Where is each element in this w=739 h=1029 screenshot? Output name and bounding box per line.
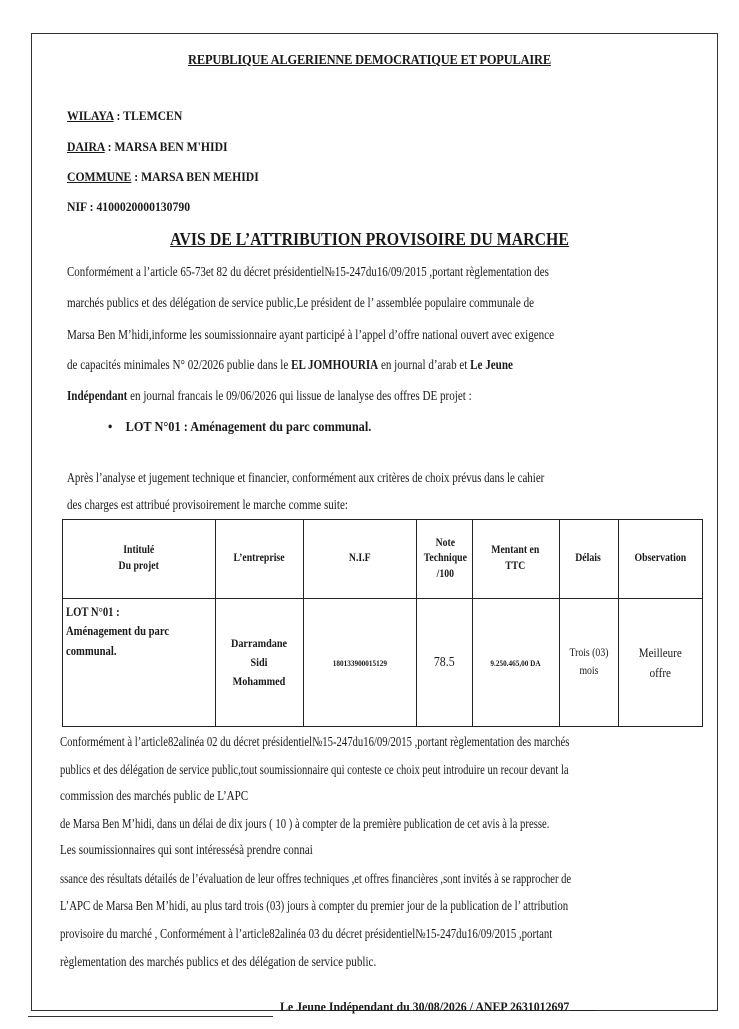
intro-line-1: Conformément a l’article 65-73et 82 du décret présidentiel№15-247du16/09/2015 ,portant règlementation des	[67, 264, 549, 279]
intro-line-4c: en journal d’arab et	[378, 357, 471, 372]
award-table	[62, 519, 703, 727]
daira-line	[67, 139, 228, 155]
newspaper-el-jomhouria: EL JOMHOURIA	[291, 357, 379, 372]
republic-heading: REPUBLIQUE ALGERIENNE DEMOCRATIQUE ET POPULAIRE	[188, 52, 551, 67]
intro-line-4a: de capacités minimales N° 02/2026 publie dans le	[67, 357, 292, 372]
outro-line-3: commission des marchés public de L’APC	[60, 788, 249, 803]
table-header-row	[63, 520, 703, 599]
outro-line-9: règlementation des marchés publics et des délégation de service public.	[60, 954, 377, 969]
intro-line-5	[67, 388, 472, 404]
daira-value: : MARSA BEN M'HIDI	[104, 139, 228, 154]
intro-line-3: Marsa Ben M’hidi,informe les soumissionnaire ayant participé à l’appel d’offre national ouvert avec exigence	[67, 327, 555, 342]
notice-title: AVIS DE L’ATTRIBUTION PROVISOIRE DU MARCHE	[170, 229, 569, 249]
intro-line-2: marchés publics et des délégation de service public,Le président de l’ assemblée populaire communale de	[67, 295, 535, 310]
cell-montant: 9.250.465,00 DA	[473, 599, 559, 727]
wilaya-line	[67, 108, 182, 124]
lot-item	[108, 420, 371, 436]
commune-line	[67, 169, 259, 185]
outro-line-4: de Marsa Ben M’hidi, dans un délai de dix jours ( 10 ) à compter de la première publication de cet avis à la presse.	[60, 816, 550, 831]
daira-label: DAIRA	[67, 139, 105, 154]
footer-rule	[569, 1010, 596, 1011]
commune-value: : MARSA BEN MEHIDI	[131, 169, 259, 184]
table-row	[63, 599, 703, 727]
cell-delais: Trois (03) mois	[559, 599, 618, 727]
cell-entreprise: Darramdane Sidi Mohammed	[215, 599, 304, 727]
bullet-icon: •	[108, 420, 113, 435]
analysis-line-2: des charges est attribué provisoirement le marche comme suite:	[67, 497, 348, 512]
header-entreprise: L’entreprise	[215, 520, 304, 599]
header-observation: Observation	[618, 520, 703, 599]
header-montant: Mentant en TTC	[473, 520, 559, 599]
outro-line-8: provisoire du marché , Conformément à l’article82alinéa 03 du décret présidentiel№15-247du16/09/2015 ,portant	[60, 926, 553, 941]
header-delais: Délais	[559, 520, 618, 599]
cell-note: 78.5	[417, 599, 473, 727]
outro-line-2: publics et des délégation de service public,tout soumissionnaire qui conteste ce choix peut introduire un recour devant la	[60, 762, 569, 777]
newspaper-le-jeune: Le Jeune	[470, 357, 513, 372]
wilaya-label: WILAYA	[67, 108, 114, 123]
publication-footer	[280, 1000, 596, 1015]
outro-line-7: L’APC de Marsa Ben M’hidi, au plus tard trois (03) jours à compter du premier jour de la publication de l’ attribution	[60, 898, 569, 913]
newspaper-independant: Indépendant	[67, 388, 128, 403]
outro-line-1: Conformément à l’article82alinéa 02 du décret présidentiel№15-247du16/09/2015 ,portant règlementation des marchés	[60, 734, 570, 749]
lot-label: LOT N°01 : Aménagement du parc communal.	[125, 420, 372, 435]
header-note: Note Technique /100	[417, 520, 473, 599]
analysis-line-1: Après l’analyse et jugement technique et financier, conformément aux critères de choix prévus dans le cahier	[67, 470, 545, 485]
cell-intitule: LOT N°01 : Aménagement du parc communal.	[63, 599, 216, 727]
cell-observation: Meilleure offre	[618, 599, 703, 727]
commune-label: COMMUNE	[67, 169, 132, 184]
nif-line: NIF : 4100020000130790	[67, 199, 191, 214]
header-nif: N.I.F	[304, 520, 417, 599]
outro-line-5: Les soumissionnaires qui sont intéressésà prendre connai	[60, 842, 313, 857]
header-intitule: Intitulé Du projet	[63, 520, 216, 599]
outro-line-6: ssance des résultats détailés de l’évaluation de leur offres techniques ,et offres financières ,sont invités à se rapprocher de	[60, 871, 572, 886]
footer-text: Le Jeune Indépendant du 30/08/2026 / ANEP 2631012697	[280, 1000, 570, 1014]
cell-nif: 180133900015129	[304, 599, 417, 727]
bottom-left-rule	[28, 1016, 273, 1017]
intro-line-5b: en journal francais le 09/06/2026 qui lissue de lanalyse des offres DE projet :	[127, 388, 472, 403]
wilaya-value: : TLEMCEN	[113, 108, 183, 123]
intro-line-4	[67, 357, 513, 373]
